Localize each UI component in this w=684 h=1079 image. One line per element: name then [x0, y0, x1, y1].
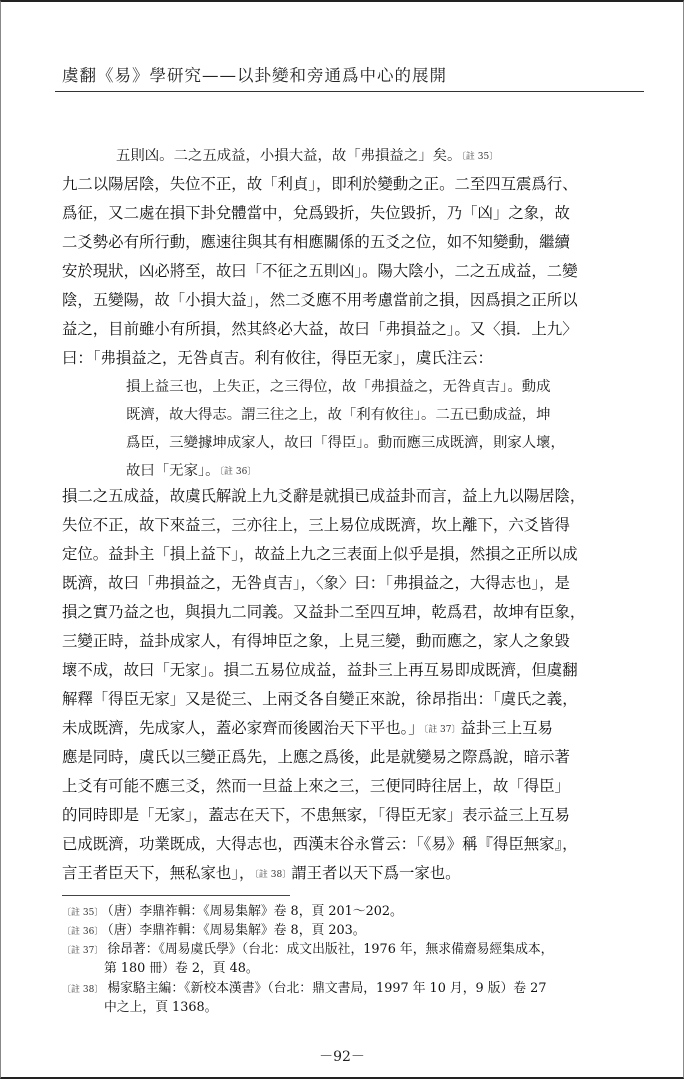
footnote-tag: 〔註 37〕	[62, 946, 104, 956]
paragraph-line: 已成既濟，功業既成，大得志也，西漢末谷永嘗云：「《易》稱『得臣無家』，	[62, 835, 578, 853]
paragraph-line: 定位。益卦主「損上益下」，故益上九之三表面上似乎是損，然損之正所以成	[62, 545, 578, 563]
paragraph-line: 益之，目前雖小有所損，然其終必大益，故曰「弗損益之」。又〈損．上九〉	[62, 320, 578, 338]
paragraph-line: 陰，五變陽，故「小損大益」，然二爻應不用考慮當前之損，因爲損之正所以	[62, 291, 578, 309]
footnote-37-continued: 第 180 冊）卷 2，頁 48。	[104, 961, 259, 976]
paragraph-line: 言王者臣天下，無私家也」，〔註 38〕謂王者以天下爲一家也。	[62, 864, 461, 882]
paragraph-line: 壞不成，故曰「无家」。損二五易位成益，益卦三上再互易即成既濟，但虞翻	[62, 661, 578, 679]
paragraph-line: 的同時即是「无家」，蓋志在天下，不患無家，「得臣无家」表示益三上互易	[62, 806, 570, 824]
block-quote-line: 故曰「无家」。〔註 36〕	[126, 463, 257, 479]
paragraph-line: 應是同時，虞氏以三變正爲先，上應之爲後，此是就變易之際爲說，暗示著	[62, 748, 570, 766]
footnote-ref-36[interactable]: 〔註 36〕	[219, 467, 257, 477]
paragraph-line: 解釋「得臣无家」又是從三、上兩爻各自變正來說，徐昂指出：「虞氏之義，	[62, 690, 578, 708]
paragraph-line: 曰：「弗損益之，无咎貞吉。利有攸往，得臣无家」，虞氏注云：	[62, 349, 493, 367]
block-quote-line: 既濟，故大得志。謂三往之上，故「利有攸往」。二五已動成益，坤	[126, 407, 551, 423]
page-number: －92－	[319, 1049, 365, 1065]
paragraph-line: 未成既濟，先成家人，蓋必家齊而後國治天下平也。」〔註 37〕益卦三上互易	[62, 719, 553, 737]
paragraph-line: 安於現狀，凶必將至，故曰「不征之五則凶」。陽大陰小，二之五成益，二變	[62, 262, 578, 280]
footnote-tag: 〔註 36〕	[62, 927, 104, 937]
paragraph-line: 三變正時，益卦成家人，有得坤臣之象，上見三變，動而應之，家人之象毀	[62, 632, 570, 650]
paragraph-line: 二爻勢必有所行動，應速往與其有相應關係的五爻之位，如不知變動，繼續	[62, 233, 570, 251]
footnote-rule	[62, 895, 290, 896]
block-quote-line: 損上益三也，上失正，之三得位，故「弗損益之，无咎貞吉」。動成	[126, 379, 551, 395]
block-quote-line: 五則凶。二之五成益，小損大益，故「弗損益之」矣。〔註 35〕	[116, 148, 499, 164]
footnote-ref-37[interactable]: 〔註 37〕	[423, 725, 461, 735]
footnote-37: 〔註 37〕 徐昂著：《周易虞氏學》（台北：成文出版社，1976 年，無求備齋易經集成本，	[62, 942, 554, 957]
footnote-38-continued: 中之上，頁 1368。	[104, 1000, 218, 1015]
paragraph-line: 損之實乃益之也，與損九二同義。又益卦二至四互坤，乾爲君，故坤有臣象，	[62, 603, 586, 621]
paragraph-line: 失位不正，故下來益三，三亦往上，三上易位成既濟，坎上離下，六爻皆得	[62, 516, 570, 534]
footnote-ref-38[interactable]: 〔註 38〕	[254, 870, 292, 880]
footnote-tag: 〔註 38〕	[62, 985, 104, 995]
paragraph-line: 上爻有可能不應三爻，然而一旦益上來之三，三便同時往居上，故「得臣」	[62, 777, 570, 795]
footnote-35: 〔註 35〕 （唐）李鼎祚輯：《周易集解》卷 8，頁 201～202。	[62, 904, 403, 919]
block-quote-line: 爲臣，三變據坤成家人，故曰「得臣」。動而應三成既濟，則家人壞，	[126, 435, 565, 451]
paragraph-line: 既濟，故曰「弗損益之，无咎貞吉」，〈象〉曰：「弗損益之，大得志也」，是	[62, 574, 570, 592]
paragraph-line: 損二之五成益，故虞氏解說上九爻辭是就損已成益卦而言，益上九以陽居陰，	[62, 487, 586, 505]
footnote-38: 〔註 38〕 楊家駱主編：《新校本漢書》（台北：鼎文書局，1997 年 10 月，9 版）卷 27	[62, 981, 547, 996]
footnote-ref-35[interactable]: 〔註 35〕	[461, 152, 499, 162]
paragraph-line: 爲征，又二處在損下卦兌體當中，兌爲毀折，失位毀折，乃「凶」之象，故	[62, 204, 570, 222]
running-header: 虞翻《易》學研究——以卦變和旁通爲中心的展開	[62, 66, 447, 85]
paragraph-line: 九二以陽居陰，失位不正，故「利貞」，即利於變動之正。二至四互震爲行、	[62, 175, 578, 193]
footnote-36: 〔註 36〕 （唐）李鼎祚輯：《周易集解》卷 8，頁 203。	[62, 923, 366, 938]
footnote-tag: 〔註 35〕	[62, 908, 104, 918]
